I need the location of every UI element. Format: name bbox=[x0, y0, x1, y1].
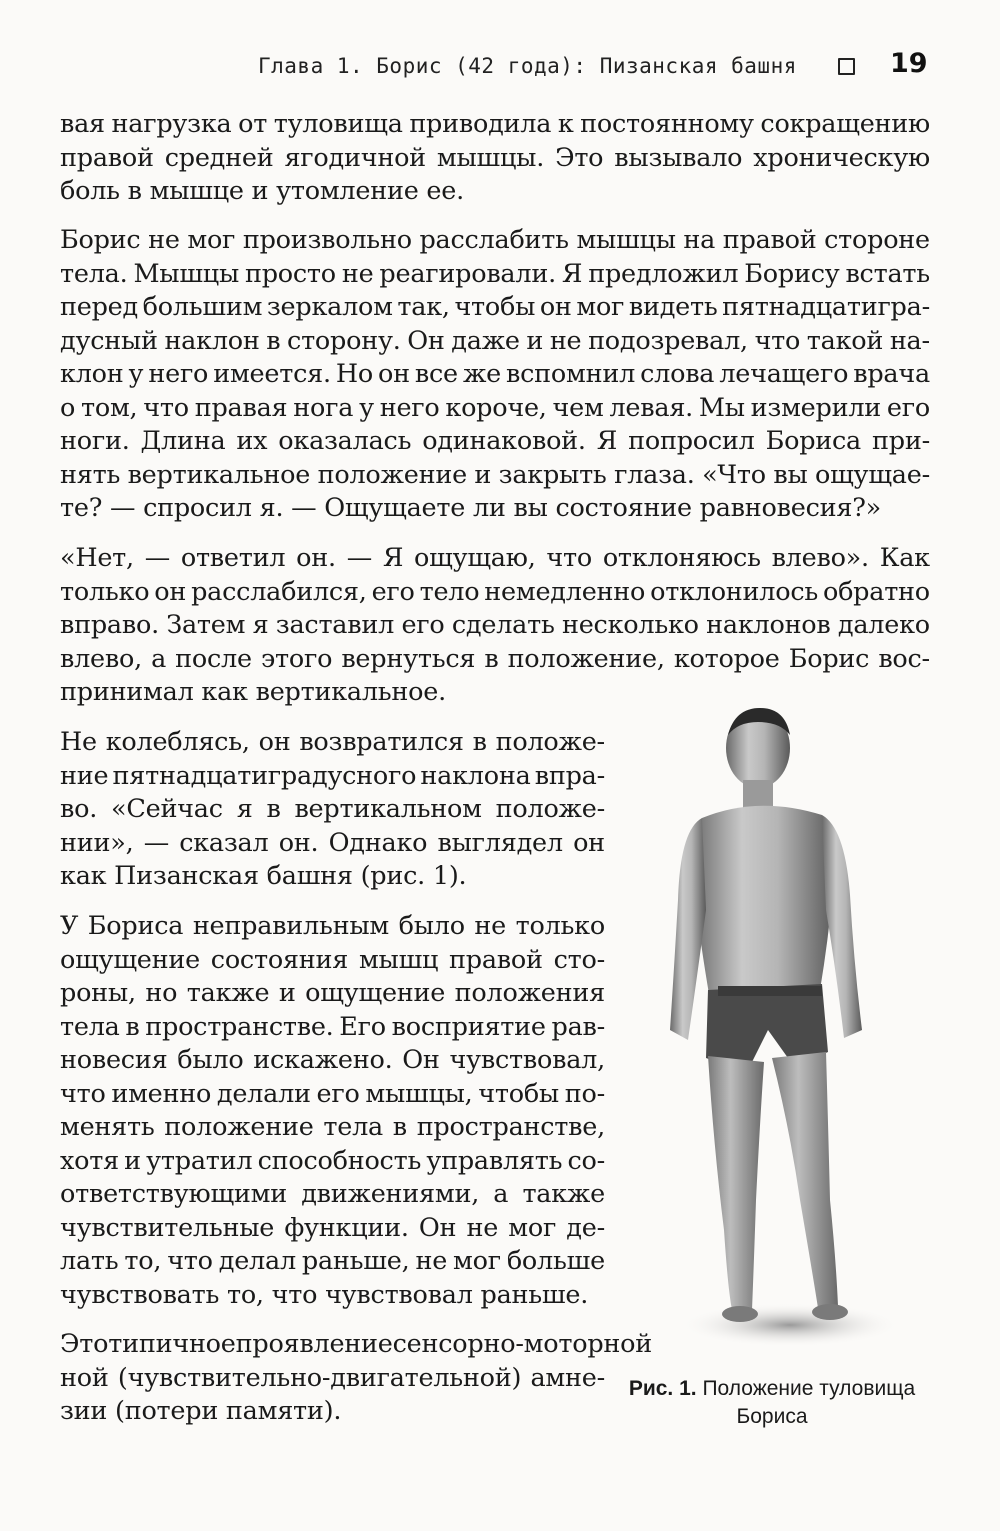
running-header bbox=[0, 48, 1000, 88]
text-line: Борис не мог произвольно расслабить мышцы на правой стороне bbox=[60, 225, 930, 255]
text-line: ние пятнадцатиградусного наклона впра- bbox=[60, 760, 605, 791]
floor-shadow bbox=[680, 1303, 900, 1347]
text-line: хотя и утратил способность управлять со- bbox=[60, 1145, 605, 1176]
text-line: тела. Мышцы просто не реагировали. Я предложил Борису встать bbox=[60, 258, 930, 289]
text-line: нии», — сказал он. Однако выглядел он bbox=[60, 827, 605, 858]
text-line: тела в пространстве. Его восприятие рав- bbox=[60, 1011, 605, 1042]
figure-caption-line2: Бориса bbox=[736, 1405, 808, 1428]
torso bbox=[692, 806, 835, 1000]
text-line: роны, но также и ощущение положения bbox=[60, 978, 605, 1008]
paragraph-1 bbox=[60, 108, 930, 209]
text-line: только он расслабился, его тело немедленно отклонилось обратно bbox=[60, 576, 930, 607]
text-line: как Пизанская башня (рис. 1). bbox=[60, 861, 467, 891]
text-line: ноги. Длина их оказалась одинаковой. Я попросил Бориса при- bbox=[60, 426, 930, 456]
text-line: вая нагрузка от туловища приводила к постоянному сокращению bbox=[60, 109, 930, 139]
text-line: клон у него имеется. Но он все же вспомнил слова лечащего врача bbox=[60, 359, 930, 389]
text-line: принимал как вертикальное. bbox=[60, 677, 446, 707]
text-line: правой средней ягодичной мышцы. Это вызывало хроническую bbox=[60, 142, 930, 173]
left-arm bbox=[670, 818, 706, 1040]
text-line: менять положение тела в пространстве, bbox=[60, 1112, 605, 1142]
square-bullet-icon bbox=[838, 58, 855, 75]
text-line: влево, а после этого вернуться в положение, которое Борис вос- bbox=[60, 643, 930, 674]
text-line: ответствующими движениями, а также bbox=[60, 1179, 605, 1209]
text-line: о том, что правая нога у него короче, чем левая. Мы измерили его bbox=[60, 392, 930, 423]
text-line: чувствовать то, что чувствовал раньше. bbox=[60, 1279, 589, 1310]
page-number: 19 bbox=[890, 48, 928, 79]
figure-standing-man bbox=[640, 700, 930, 1380]
shorts bbox=[706, 984, 828, 1064]
waistband bbox=[718, 986, 822, 996]
text-line: зии (потери памяти). bbox=[60, 1396, 342, 1426]
text-line: нять вертикальное положение и закрыть глаза. «Что вы ощущае- bbox=[60, 459, 930, 490]
text-line: У Бориса неправильным было не только bbox=[60, 911, 605, 941]
text-line: боль в мышце и утомление ее. bbox=[60, 176, 464, 206]
text-line: новесия было искажено. Он чувствовал, bbox=[60, 1045, 605, 1075]
text-line: «Нет, — ответил он. — Я ощущаю, что отклоняюсь влево». Как bbox=[60, 543, 930, 573]
text-line: чувствительные функции. Он не мог де- bbox=[60, 1212, 605, 1243]
figure-caption-line1: Положение туловища bbox=[702, 1377, 916, 1400]
paragraph-5 bbox=[60, 910, 605, 1312]
text-line: те? — спросил я. — Ощущаете ли вы состояние равновесия?» bbox=[60, 493, 881, 523]
text-line: Не колеблясь, он возвратился в положе- bbox=[60, 727, 605, 757]
paragraph-4 bbox=[60, 726, 605, 894]
chapter-title: Глава 1. Борис (42 года): Пизанская башня bbox=[258, 54, 797, 78]
head bbox=[726, 708, 790, 808]
left-leg bbox=[708, 1056, 764, 1310]
text-line: во. «Сейчас я в вертикальном положе- bbox=[60, 794, 605, 824]
text-line: что именно делали его мышцы, чтобы по- bbox=[60, 1078, 605, 1109]
text-line: Это типичное проявление сенсорно-моторной bbox=[60, 1329, 652, 1359]
paragraph-2 bbox=[60, 224, 930, 526]
text-line: дусный наклон в сторону. Он даже и не подозревал, что такой на- bbox=[60, 325, 930, 356]
paragraph-3 bbox=[60, 542, 930, 710]
right-leg bbox=[772, 1052, 838, 1308]
text-line: ной (чувствительно-двигательной) амне- bbox=[60, 1362, 605, 1393]
figure-label: Рис. 1. bbox=[628, 1377, 697, 1400]
text-line: вправо. Затем я заставил его сделать несколько наклонов далеко bbox=[60, 610, 930, 640]
paragraph-6 bbox=[60, 1328, 652, 1429]
text-line: перед большим зеркалом так, чтобы он мог видеть пятнадцатигра- bbox=[60, 292, 930, 322]
figure-caption bbox=[612, 1375, 932, 1431]
right-foot bbox=[812, 1304, 848, 1320]
text-line: лать то, что делал раньше, не мог больше bbox=[60, 1246, 605, 1276]
text-line: ощущение состояния мышц правой сто- bbox=[60, 944, 605, 975]
left-foot bbox=[722, 1306, 758, 1322]
